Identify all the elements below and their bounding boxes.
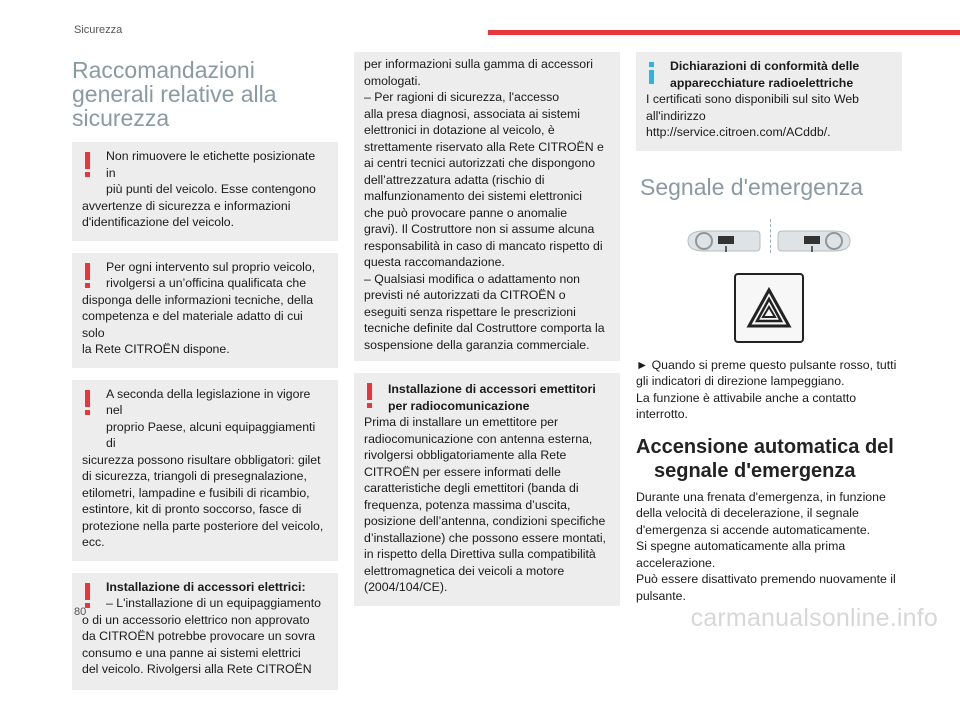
subsection-title-line1: Accensione automatica del: [636, 435, 894, 458]
dashboard-illustration: [636, 219, 902, 259]
warning-text-first: A seconda della legislazione in vigore nel proprio Paese, alcuni equipaggiamenti di: [106, 386, 316, 450]
warning-box-radio-emitters: [354, 373, 620, 606]
hazard-warning-button: [734, 273, 804, 343]
steering-wheel-icon: [686, 227, 762, 255]
subsection-title-line2: segnale d'emergenza: [654, 459, 856, 482]
warning-box-labels: [72, 142, 338, 241]
warning-box-continued: [354, 52, 620, 361]
section-header: Sicurezza: [74, 24, 123, 36]
info-box-conformity: [636, 52, 902, 151]
column-2: [354, 52, 620, 618]
header-accent-bar: [488, 30, 960, 35]
page-title: Raccomandazioni generali relative alla sicurezza: [72, 57, 277, 131]
warning-text: Prima di installare un emettitore per radiocomunicazione con antenna esterna, rivolgersi obbligatoriamente alla Rete CITROËN per essere informati delle caratteristiche degli emettitori (banda di frequenza, potenza massima d’uscita, posizione dell’antenna, condizioni specifiche d’installazione) che possono essere montati, in rispetto della Direttiva sulla compatibilità elettromagnetica dei veicoli a motore (2004/104/CE).: [364, 415, 606, 594]
warning-text-first: Non rimuovere le etichette posizionate in più punti del veicolo. Esse contengono: [106, 149, 316, 196]
watermark: carmanualsonline.info: [690, 604, 938, 632]
warning-icon: [84, 152, 92, 178]
warning-text-rest: o di un accessorio elettrico non approvato da CITROËN potrebbe provocare un sovra consumo e una panne ai sistemi elettrici del veicolo. Rivolgersi alla Rete CITROËN: [82, 612, 316, 676]
divider: [770, 219, 771, 253]
hazard-description: ► Quando si preme questo pulsante rosso, tutti gli indicatori di direzione lampeggiano. La funzione è attivabile anche a contatto interrotto.: [636, 357, 897, 421]
warning-icon: [84, 263, 92, 289]
warning-text-continued: per informazioni sulla gamma di accessori omologati. – Per ragioni di sicurezza, l'accesso alla presa diagnosi, associata ai sistemi elettronici in dotazione al veicolo, è strettamente riservato alla Rete CITROËN e ai centri tecnici autorizzati che dispongono dell’attrezzatura adatta (rischio di malfunzionamento dei sistemi elettronici che può provocare panne o anomalie gravi). Il Costruttore non si assume alcuna responsabilità in caso di mancato rispetto di questa raccomandazione. – Qualsiasi modifica o adattamento non previsti né autorizzati da CITROËN o eseguiti senza rispettare le prescrizioni tecniche definite dal Costruttore comporta la sospensione della garanzia commerciale.: [364, 57, 605, 352]
hazard-triangle-icon: [747, 288, 791, 328]
warning-text-first: – L'installazione di un equipaggiamento: [106, 596, 321, 610]
warning-icon: [366, 383, 374, 409]
warning-box-legislation: [72, 380, 338, 561]
info-text: I certificati sono disponibili sul sito Web all'indirizzo http://service.citroen.com/ACddb/.: [646, 92, 860, 139]
warning-text-rest: avvertenze di sicurezza e informazioni d'identificazione del veicolo.: [82, 198, 291, 229]
info-heading: Dichiarazioni di conformità delle apparecchiature radioelettriche: [670, 59, 860, 90]
warning-box-electrical-accessories: [72, 573, 338, 690]
warning-box-workshop: [72, 253, 338, 368]
info-icon: [648, 62, 656, 84]
warning-icon: [84, 583, 92, 609]
warning-text-first: Per ogni intervento sul proprio veicolo, rivolgersi a un’officina qualificata che: [106, 259, 316, 290]
warning-text-rest: disponga delle informazioni tecniche, della competenza e del materiale adatto di cui solo la Rete CITROËN dispone.: [82, 292, 314, 356]
warning-icon: [84, 390, 92, 416]
steering-wheel-icon: [776, 227, 852, 255]
subsection-title-auto-hazard: [636, 435, 902, 483]
warning-heading: Installazione di accessori elettrici:: [106, 579, 306, 594]
page-number: 80: [74, 606, 87, 618]
column-1: [72, 52, 338, 702]
warning-heading: Installazione di accessori emettitori per radiocomunicazione: [388, 382, 596, 413]
auto-hazard-description: Durante una frenata d'emergenza, in funzione della velocità di decelerazione, il segnale d'emergenza si accende automaticamente. Si spegne automaticamente alla prima accelerazione. Può essere disattivato premendo nuovamente il pulsante.: [636, 489, 896, 603]
section-title-hazard: Segnale d'emergenza: [640, 173, 864, 200]
warning-text-rest: sicurezza possono risultare obbligatori: gilet di sicurezza, triangoli di presegnalazione, etilometri, lampadine e fusibili di ricambio, estintore, kit di pronto soccorso, fasce di protezione nella parte posteriore del veicolo, ecc.: [82, 452, 324, 549]
column-3: [636, 52, 902, 604]
